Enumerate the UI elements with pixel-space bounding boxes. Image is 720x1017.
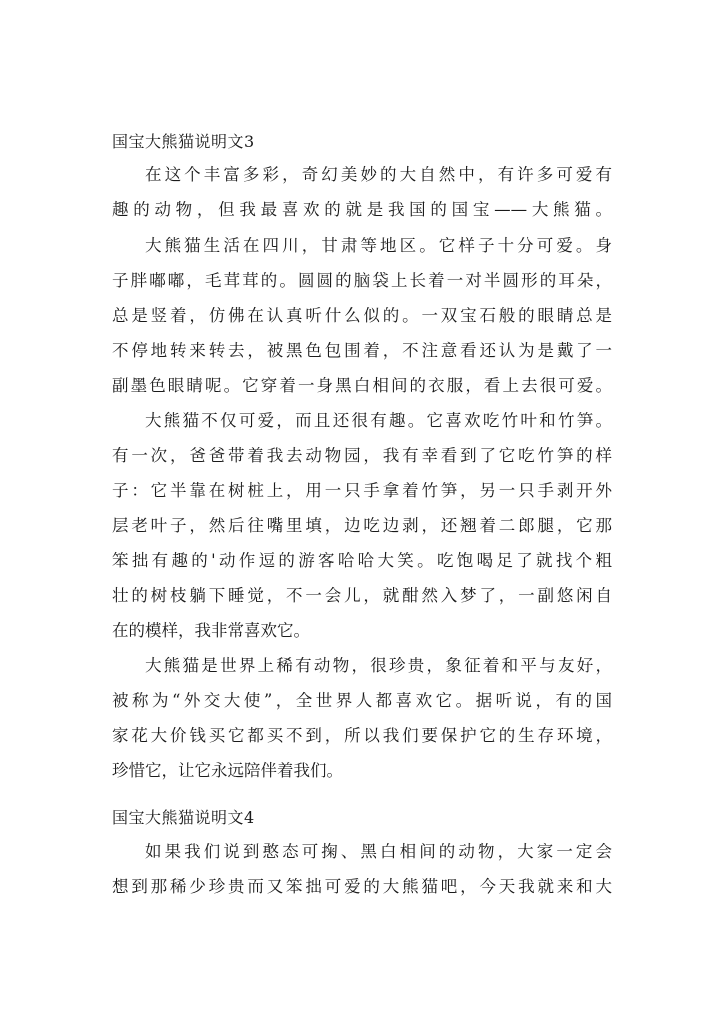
paragraph-line: 想到那稀少珍贵而又笨拙可爱的大熊猫吧，今天我就来和大: [112, 877, 612, 896]
section-heading: 国宝大熊猫说明文3: [112, 132, 255, 151]
paragraph-line: 壮的树枝躺下睡觉，不一会儿，就酣然入梦了，一副悠闲自: [112, 586, 612, 605]
paragraph-line: 笨拙有趣的'动作逗的游客哈哈大笑。吃饱喝足了就找个粗: [112, 551, 612, 570]
paragraph-line: 子胖嘟嘟，毛茸茸的。圆圆的脑袋上长着一对半圆形的耳朵，: [112, 271, 612, 290]
paragraph-line: 家花大价钱买它都买不到，所以我们要保护它的生存环境，: [112, 726, 612, 745]
paragraph-line: 总是竖着，仿佛在认真听什么似的。一双宝石般的眼睛总是: [112, 306, 612, 325]
paragraph-line: 趣的动物，但我最喜欢的就是我国的国宝——大熊猫。: [112, 200, 612, 219]
section-heading: 国宝大熊猫说明文4: [112, 808, 255, 827]
paragraph-line: 如果我们说到憨态可掬、黑白相间的动物，大家一定会: [145, 842, 612, 861]
paragraph-line: 珍惜它，让它永远陪伴着我们。: [112, 761, 343, 780]
paragraph-line: 大熊猫是世界上稀有动物，很珍贵，象征着和平与友好，: [145, 656, 612, 675]
paragraph-line: 副墨色眼睛呢。它穿着一身黑白相间的衣服，看上去很可爱。: [112, 376, 612, 395]
paragraph-line: 在的模样，我非常喜欢它。: [112, 621, 310, 640]
paragraph-line: 子：它半靠在树桩上，用一只手拿着竹笋，另一只手剥开外: [112, 481, 612, 500]
paragraph-line: 大熊猫不仅可爱，而且还很有趣。它喜欢吃竹叶和竹笋。: [145, 411, 612, 430]
paragraph-line: 不停地转来转去，被黑色包围着，不注意看还认为是戴了一: [112, 341, 612, 360]
paragraph-line: 在这个丰富多彩，奇幻美妙的大自然中，有许多可爱有: [145, 165, 612, 184]
paragraph-line: 大熊猫生活在四川，甘肃等地区。它样子十分可爱。身: [145, 236, 612, 255]
paragraph-line: 被称为“外交大使”，全世界人都喜欢它。据听说，有的国: [112, 691, 612, 710]
paragraph-line: 层老叶子，然后往嘴里填，边吃边剥，还翘着二郎腿，它那: [112, 516, 612, 535]
paragraph-line: 有一次，爸爸带着我去动物园，我有幸看到了它吃竹笋的样: [112, 446, 612, 465]
